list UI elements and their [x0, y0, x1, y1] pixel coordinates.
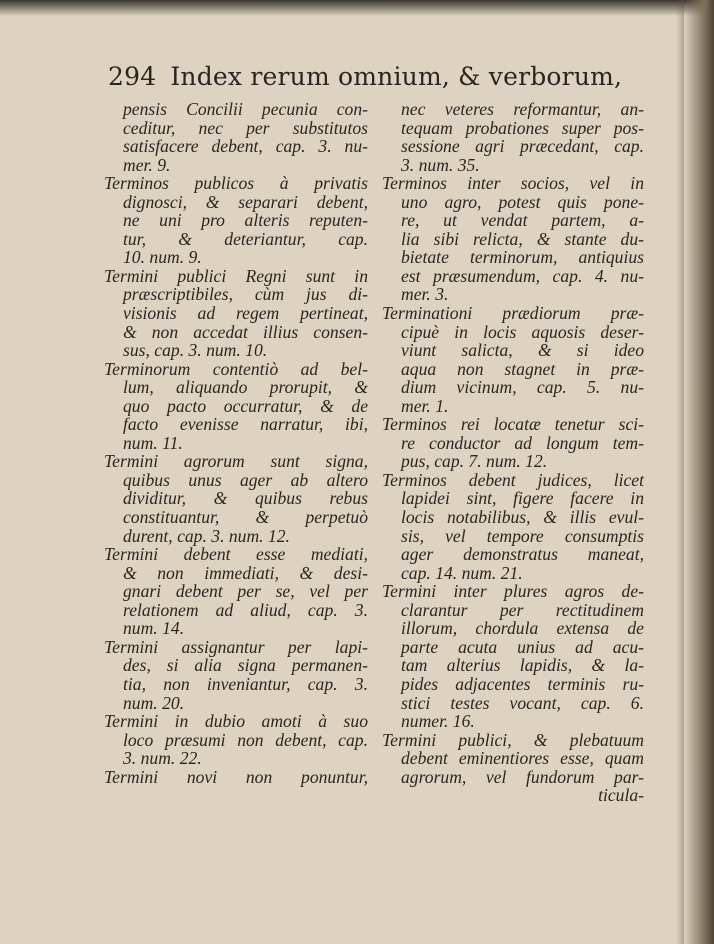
- index-line: & non immediati, & desi-: [123, 562, 368, 583]
- index-line: cipuè in locis aquosis deser-: [401, 321, 644, 342]
- index-line: gnari debent per se, vel per: [123, 581, 368, 602]
- index-line: numer. 16.: [401, 711, 475, 732]
- index-line: relationem ad aliud, cap. 3.: [123, 599, 368, 620]
- index-line: visionis ad regem pertineat,: [123, 303, 368, 324]
- index-line: lum, aliquando prorupit, &: [123, 377, 368, 398]
- index-line: Termini publici Regni sunt in: [104, 265, 368, 286]
- index-line: uno agro, potest quis pone-: [401, 191, 644, 212]
- index-line: mer. 9.: [123, 154, 171, 175]
- right-index-column: [382, 100, 644, 805]
- index-line: tur, & deteriantur, cap.: [123, 228, 368, 249]
- facing-page-edge: [684, 0, 714, 944]
- index-line: ceditur, nec per substitutos: [123, 117, 368, 138]
- index-line: bietate terminorum, antiquius: [401, 247, 644, 268]
- index-line: 10. num. 9.: [123, 247, 202, 268]
- index-line: 3. num. 35.: [401, 154, 480, 175]
- index-line: lia sibi relicta, & stante du-: [401, 228, 644, 249]
- index-line: tequam probationes super pos-: [401, 117, 644, 138]
- index-line: aqua non stagnet in præ-: [401, 358, 644, 379]
- index-line: Terminos publicos à privatis: [104, 173, 368, 194]
- index-line: mer. 3.: [401, 284, 449, 305]
- index-line: Terminorum contentiò ad bel-: [104, 358, 368, 379]
- index-line: sessione agri præcedant, cap.: [401, 136, 644, 157]
- index-line: re, ut vendat partem, a-: [401, 210, 644, 231]
- index-line: pides adjacentes terminis ru-: [401, 673, 644, 694]
- index-line: viunt salicta, & si ideo: [401, 340, 644, 361]
- index-line: Terminos inter socios, vel in: [382, 173, 644, 194]
- index-line: est præsumendum, cap. 4. nu-: [401, 265, 644, 286]
- index-line: ne uni pro alteris reputen-: [123, 210, 368, 231]
- index-line: facto evenisse narratur, ibi,: [123, 414, 368, 435]
- left-index-column: [104, 100, 368, 786]
- index-line: durent, cap. 3. num. 12.: [123, 525, 290, 546]
- index-line: Terminos debent judices, licet: [382, 469, 644, 490]
- page-number: 294: [108, 62, 157, 91]
- index-line: clarantur per rectitudinem: [401, 599, 644, 620]
- index-line: num. 20.: [123, 692, 185, 713]
- index-line: loco præsumi non debent, cap.: [123, 729, 368, 750]
- index-line: parte acuta unius ad acu-: [401, 636, 644, 657]
- index-line: mer. 1.: [401, 395, 449, 416]
- index-line: Termini novi non ponuntur,: [104, 766, 368, 787]
- index-line: quibus unus ager ab altero: [123, 469, 368, 490]
- index-line: ticula-: [598, 785, 644, 806]
- running-title: Index rerum omnium, & verborum,: [170, 62, 623, 91]
- index-line: des, si alia signa permanen-: [123, 655, 368, 676]
- index-line: dividitur, & quibus rebus: [123, 488, 368, 509]
- index-line: num. 11.: [123, 432, 183, 453]
- index-line: sus, cap. 3. num. 10.: [123, 340, 268, 361]
- index-line: Terminationi prædiorum præ-: [382, 303, 644, 324]
- index-line: pensis Concilii pecunia con-: [123, 99, 368, 119]
- index-line: Termini in dubio amoti à suo: [104, 711, 368, 732]
- index-line: & non accedat illius consen-: [123, 321, 368, 342]
- index-line: Termini assignantur per lapi-: [104, 636, 368, 657]
- index-line: dium vicinum, cap. 5. nu-: [401, 377, 644, 398]
- top-page-shadow: [0, 0, 714, 16]
- index-line: 3. num. 22.: [123, 748, 202, 769]
- index-line: locis notabilibus, & illis evul-: [401, 507, 644, 528]
- index-line: Termini publici, & plebatuum: [382, 729, 644, 750]
- index-line: stici testes vocant, cap. 6.: [401, 692, 644, 713]
- index-line: illorum, chordula extensa de: [401, 618, 644, 639]
- index-line: sis, vel tempore consumptis: [401, 525, 644, 546]
- index-line: dignosci, & separari debent,: [123, 191, 368, 212]
- index-line: Termini inter plures agros de-: [382, 581, 644, 602]
- index-line: Termini debent esse mediati,: [104, 544, 368, 565]
- index-line: nec veteres reformantur, an-: [401, 99, 644, 119]
- index-line: tia, non inveniantur, cap. 3.: [123, 673, 368, 694]
- index-line: tam alterius lapidis, & la-: [401, 655, 644, 676]
- index-line: ager demonstratus maneat,: [401, 544, 644, 565]
- gutter-shadow: [676, 0, 684, 944]
- index-line: cap. 14. num. 21.: [401, 562, 523, 583]
- index-line: re conductor ad longum tem-: [401, 432, 644, 453]
- index-line: Termini agrorum sunt signa,: [104, 451, 368, 472]
- index-line: Terminos rei locatæ tenetur sci-: [382, 414, 644, 435]
- index-line: pus, cap. 7. num. 12.: [401, 451, 548, 472]
- index-line: constituantur, & perpetuò: [123, 507, 368, 528]
- index-line: agrorum, vel fundorum par-: [401, 766, 644, 787]
- index-line: quo pacto occurratur, & de: [123, 395, 368, 416]
- index-line: præscriptibiles, cùm jus di-: [123, 284, 368, 305]
- running-header: [108, 62, 622, 91]
- index-line: num. 14.: [123, 618, 185, 639]
- index-line: debent eminentiores esse, quam: [401, 748, 644, 769]
- index-line: lapidei sint, figere facere in: [401, 488, 644, 509]
- index-line: satisfacere debent, cap. 3. nu-: [123, 136, 368, 157]
